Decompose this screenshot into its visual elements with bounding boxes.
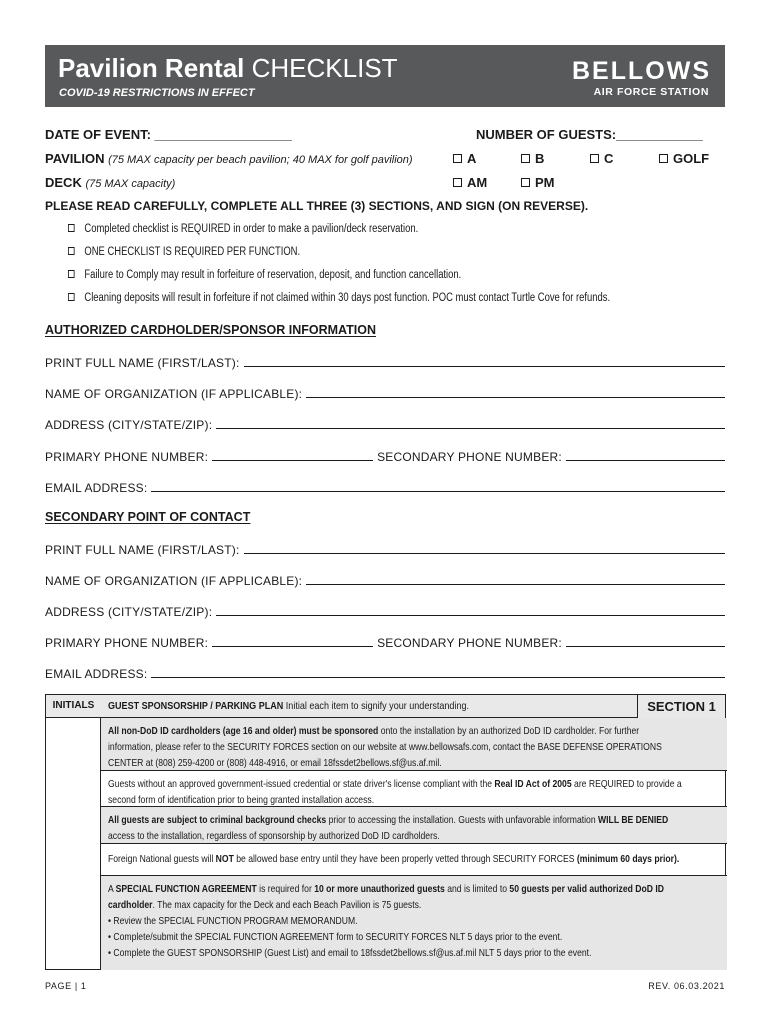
deck-option-pm[interactable]: PM	[521, 175, 555, 190]
deck-note: (75 MAX capacity)	[85, 178, 176, 190]
table-row: Foreign National guests will NOT be allowed base entry until they have been properly vetted through SECURITY FORCES (minimum 60 days prior).	[101, 844, 727, 876]
checkbox-icon[interactable]	[521, 154, 530, 163]
sponsor-address-field[interactable]: ADDRESS (CITY/STATE/ZIP):	[45, 414, 725, 432]
logo-word: BELLOWS	[572, 57, 711, 85]
page-number: PAGE | 1	[45, 981, 87, 991]
sponsor-section-heading: AUTHORIZED CARDHOLDER/SPONSOR INFORMATION	[45, 323, 377, 337]
instruction-item: Failure to Comply may result in forfeiture of reservation, deposit, and function cancellation.	[68, 269, 461, 281]
secondary-address-field[interactable]: ADDRESS (CITY/STATE/ZIP):	[45, 601, 725, 619]
checkbox-icon	[68, 270, 75, 278]
section1-label: SECTION 1	[637, 695, 725, 718]
sponsor-phone-row	[45, 446, 725, 464]
page-subtitle: COVID-19 RESTRICTIONS IN EFFECT	[59, 87, 255, 99]
pavilion-note: (75 MAX capacity per beach pavilion; 40 MAX for golf pavilion)	[108, 154, 413, 166]
pavilion-option-b[interactable]: B	[521, 151, 544, 166]
table-row: Guests without an approved government-issued credential or state driver's license compliant with the Real ID Act of 2005 are REQUIRED to provide a second form of identification prior to being granted installation access.	[101, 771, 727, 807]
secondary-secondary-phone-field[interactable]: SECONDARY PHONE NUMBER:	[377, 636, 725, 650]
number-of-guests-label[interactable]: NUMBER OF GUESTS:____________	[476, 127, 703, 142]
checkbox-icon	[68, 224, 75, 232]
secondary-contact-heading: SECONDARY POINT OF CONTACT	[45, 510, 251, 524]
table-row: All non-DoD ID cardholders (age 16 and older) must be sponsored onto the installation by an authorized DoD ID cardholder. For further information, please refer to the SECURITY FORCES section on our website at www.bellowsafs.com, contact the BASE DEFENSE OPERATIONS CENTER at (808) 259-4200 or (808) 448-4916, or email 18fssdet2bellows.sf@us.af.mil.	[101, 718, 727, 771]
title-light: CHECKLIST	[251, 53, 398, 83]
pavilion-option-a[interactable]: A	[453, 151, 476, 166]
revision-date: REV. 06.03.2021	[648, 981, 725, 991]
page-title	[58, 53, 398, 83]
table-row: All guests are subject to criminal background checks prior to accessing the installation. Guests with unfavorable information WILL BE DENIED access to the installation, regardless of sponsorship by authorized DoD ID cardholders.	[101, 807, 727, 844]
header-banner	[45, 45, 725, 107]
secondary-phone-row	[45, 632, 725, 650]
sponsor-email-field[interactable]: EMAIL ADDRESS:	[45, 477, 725, 495]
section1-table	[45, 694, 726, 970]
checkbox-icon	[68, 293, 75, 301]
deck-label: DECK	[45, 175, 82, 190]
instructions-heading: PLEASE READ CAREFULLY, COMPLETE ALL THREE (3) SECTIONS, AND SIGN (ON REVERSE).	[45, 199, 589, 213]
initials-column[interactable]	[46, 695, 101, 969]
initials-header: INITIALS	[52, 700, 95, 711]
instruction-item: Cleaning deposits will result in forfeiture if not claimed within 30 days post function. POC must contact Turtle Cove for refunds.	[68, 292, 610, 304]
checkbox-icon[interactable]	[590, 154, 599, 163]
table-row: A SPECIAL FUNCTION AGREEMENT is required for 10 or more unauthorized guests and is limited to 50 guests per valid authorized DoD ID cardholder. The max capacity for the Deck and each Beach Pavilion is 75 guests. • Review the SPECIAL FUNCTION PROGRAM MEMORANDUM. • Complete/submit the SPECIAL FUNCTION AGREEMENT form to SECURITY FORCES NLT 5 days prior to the event. • Complete the GUEST SPONSORSHIP (Guest List) and email to 18fssdet2bellows.sf@us.af.mil NLT 5 days prior to the event.	[101, 876, 727, 970]
pavilion-option-c[interactable]: C	[590, 151, 613, 166]
bellows-logo	[543, 57, 711, 97]
checkbox-icon[interactable]	[453, 154, 462, 163]
instruction-item: Completed checklist is REQUIRED in order to make a pavilion/deck reservation.	[68, 223, 418, 235]
logo-subtitle: AIR FORCE STATION	[593, 86, 709, 98]
checkbox-icon	[68, 247, 75, 255]
sponsor-organization-field[interactable]: NAME OF ORGANIZATION (IF APPLICABLE):	[45, 383, 725, 401]
sponsor-secondary-phone-field[interactable]: SECONDARY PHONE NUMBER:	[377, 450, 725, 464]
title-bold: Pavilion Rental	[58, 53, 245, 83]
pavilion-option-golf[interactable]: GOLF	[659, 151, 709, 166]
pavilion-row	[45, 151, 413, 166]
secondary-primary-phone-field[interactable]: PRIMARY PHONE NUMBER:	[45, 636, 373, 650]
checkbox-icon[interactable]	[453, 178, 462, 187]
section1-header	[46, 695, 725, 718]
instruction-item: ONE CHECKLIST IS REQUIRED PER FUNCTION.	[68, 246, 300, 258]
checkbox-icon[interactable]	[659, 154, 668, 163]
deck-option-am[interactable]: AM	[453, 175, 487, 190]
checkbox-icon[interactable]	[521, 178, 530, 187]
date-of-event-label[interactable]: DATE OF EVENT: ___________________	[45, 127, 292, 142]
section1-title: GUEST SPONSORSHIP / PARKING PLAN Initial each item to signify your understanding.	[108, 700, 470, 712]
sponsor-primary-phone-field[interactable]: PRIMARY PHONE NUMBER:	[45, 450, 373, 464]
secondary-email-field[interactable]: EMAIL ADDRESS:	[45, 663, 725, 681]
sponsor-name-field[interactable]: PRINT FULL NAME (FIRST/LAST):	[45, 352, 725, 370]
secondary-name-field[interactable]: PRINT FULL NAME (FIRST/LAST):	[45, 539, 725, 557]
secondary-organization-field[interactable]: NAME OF ORGANIZATION (IF APPLICABLE):	[45, 570, 725, 588]
pavilion-label: PAVILION	[45, 151, 105, 166]
deck-row	[45, 175, 175, 190]
